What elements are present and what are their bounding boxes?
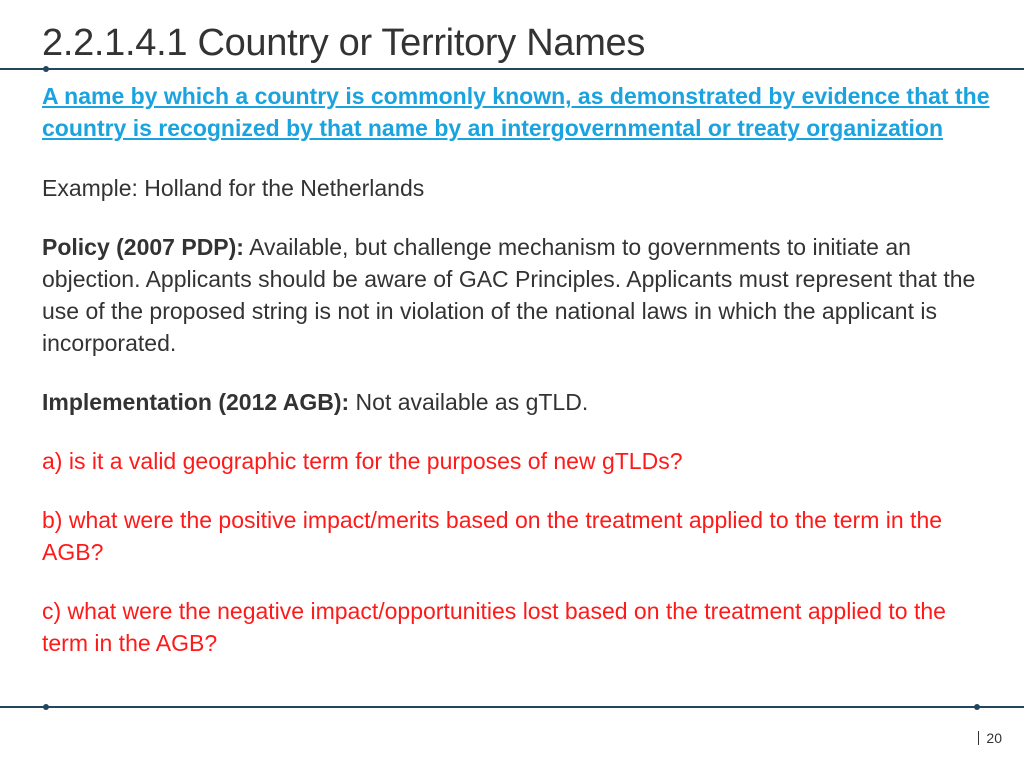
example-text: Example: Holland for the Netherlands <box>42 175 425 201</box>
definition-link[interactable]: A name by which a country is commonly known, as demonstrated by evidence that the country is recognized by that name by an intergovernmental or treaty organization <box>42 83 990 141</box>
title-divider <box>0 68 1024 70</box>
slide-title: 2.2.1.4.1 Country or Territory Names <box>42 22 646 64</box>
divider-dot-left <box>43 66 49 72</box>
policy-paragraph <box>42 231 992 359</box>
question-b: b) what were the positive impact/merits based on the treatment applied to the term in the AGB? <box>42 507 943 565</box>
policy-text: Available, but challenge mechanism to governments to initiate an objection. Applicants should be aware of GAC Principles. Applicants must represent that the use of the proposed string is not in violation of the national laws in which the applicant is incorporated. <box>42 234 976 356</box>
footer-divider <box>0 706 1024 708</box>
implementation-text: Not available as gTLD. <box>349 389 589 415</box>
page-number <box>978 730 1002 746</box>
footer-dot-left <box>43 704 49 710</box>
page-number-value: 20 <box>986 730 1002 746</box>
slide-content <box>42 80 992 659</box>
footer-dot-right <box>974 704 980 710</box>
policy-label: Policy (2007 PDP): <box>42 234 244 260</box>
question-c: c) what were the negative impact/opportunities lost based on the treatment applied to the term in the AGB? <box>42 598 946 656</box>
implementation-label: Implementation (2012 AGB): <box>42 389 350 415</box>
page-separator <box>978 731 979 745</box>
question-a: a) is it a valid geographic term for the purposes of new gTLDs? <box>42 448 683 474</box>
implementation-paragraph <box>42 386 992 418</box>
